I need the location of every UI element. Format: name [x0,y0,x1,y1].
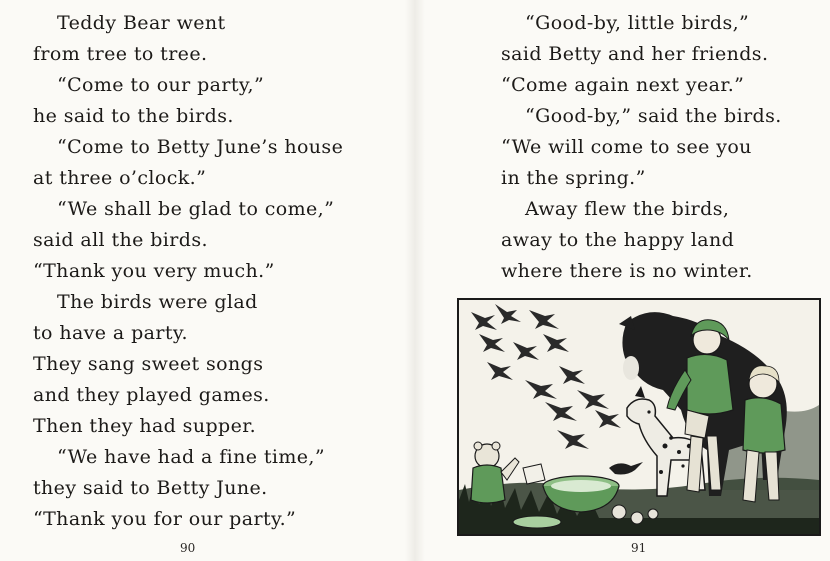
text-line: “Good-by, little birds,” [525,12,750,34]
text-line: “We will come to see you [501,136,752,158]
text-line: away to the happy land [501,229,735,251]
text-line: they said to Betty June. [33,477,268,499]
text-line: They sang sweet songs [33,353,264,375]
text-line: “Come to Betty June’s house [57,136,344,158]
text-line: “Come to our party,” [57,74,265,96]
illustration-children-birds-pony [457,298,821,536]
text-line: “We shall be glad to come,” [57,198,335,220]
text-line: Then they had supper. [33,415,257,437]
text-line: where there is no winter. [501,260,753,282]
text-line: said all the birds. [33,229,208,251]
text-line: “Good-by,” said the birds. [525,105,782,127]
text-line: and they played games. [33,384,270,406]
text-line: to have a party. [33,322,188,344]
illustration-drawing [459,300,819,534]
text-line: “We have had a fine time,” [57,446,325,468]
text-line: “Come again next year.” [501,74,745,96]
text-line: “Thank you for our party.” [33,508,297,530]
text-line: Away flew the birds, [525,198,730,220]
text-line: in the spring.” [501,167,646,189]
text-line: “Thank you very much.” [33,260,275,282]
text-line: Teddy Bear went [57,12,226,34]
text-line: from tree to tree. [33,43,208,65]
text-line: at three o’clock.” [33,167,207,189]
text-line: The birds were glad [57,291,258,313]
page-number: 91 [631,541,647,555]
page-number: 90 [180,541,196,555]
bird-flock [471,304,621,449]
ground-bird [609,462,643,475]
text-line: he said to the birds. [33,105,234,127]
text-line: said Betty and her friends. [501,43,769,65]
